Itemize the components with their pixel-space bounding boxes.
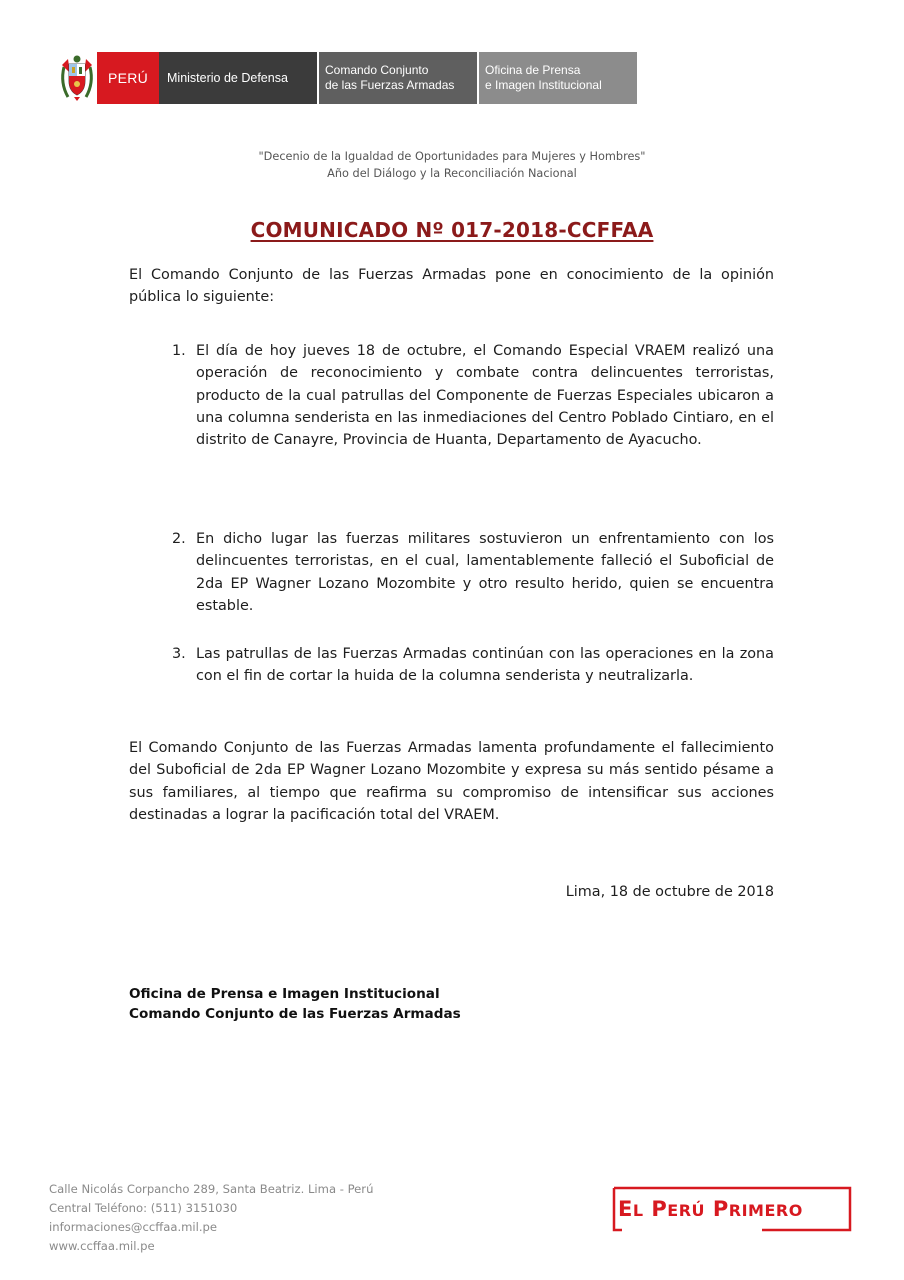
comando-conjunto-label: [319, 52, 477, 104]
logo-el-initial: E: [618, 1197, 633, 1221]
intro-paragraph: El Comando Conjunto de las Fuerzas Armadas pone en conocimiento de la opinión pública lo siguiente:: [129, 267, 774, 306]
list-item: [165, 528, 774, 617]
item-number: 1.: [172, 343, 186, 359]
oficina-line2: e Imagen Institucional: [485, 78, 602, 92]
comando-line2: de las Fuerzas Armadas: [325, 78, 455, 92]
signature-block: [129, 984, 461, 1024]
item-number: 2.: [172, 531, 186, 547]
list-item: [165, 340, 774, 451]
logo-primero-rest: RIMERO: [728, 1201, 803, 1220]
signature-line1: Oficina de Prensa e Imagen Institucional: [129, 986, 440, 1002]
logo-el-rest: L: [632, 1201, 644, 1220]
oficina-line1: Oficina de Prensa: [485, 63, 581, 77]
el-peru-primero-logo: [612, 1186, 852, 1232]
footer-phone: Central Teléfono: (511) 3151030: [49, 1201, 238, 1215]
comando-line1: Comando Conjunto: [325, 63, 429, 77]
item-number: 3.: [172, 646, 186, 662]
coat-of-arms-icon: [57, 52, 97, 104]
peru-label: PERÚ: [97, 52, 159, 104]
ministerio-defensa-label: [159, 52, 317, 104]
logo-peru-rest: ERÚ: [667, 1201, 706, 1220]
item-text: El día de hoy jueves 18 de octubre, el Comando Especial VRAEM realizó una operación de reconocimiento y combate contra delincuentes terroristas, producto de la cual patrullas del Componente de Fuerzas Especiales ubicaron a una columna senderista en las inmediaciones del Centro Poblado Cintiaro, en el distrito de Canayre, Provincia de Huanta, Departamento de Ayacucho.: [196, 343, 774, 449]
logo-peru-initial: P: [651, 1197, 668, 1221]
item-text: Las patrullas de las Fuerzas Armadas continúan con las operaciones en la zona con el fin de cortar la huida de la columna senderista y neutralizarla.: [196, 646, 774, 685]
list-item: [165, 643, 774, 688]
header-banner: [57, 52, 637, 104]
footer-address: Calle Nicolás Corpancho 289, Santa Beatriz. Lima - Perú: [49, 1182, 374, 1196]
footer-email: informaciones@ccffaa.mil.pe: [49, 1220, 218, 1234]
document-date: Lima, 18 de octubre de 2018: [565, 884, 774, 900]
numbered-item-1: [165, 340, 774, 451]
signature-line2: Comando Conjunto de las Fuerzas Armadas: [129, 1006, 461, 1022]
numbered-item-2: [165, 528, 774, 617]
footer-contact: [49, 1180, 373, 1256]
item-text: En dicho lugar las fuerzas militares sostuvieron un enfrentamiento con los delincuentes terroristas, en el cual, lamentablemente falleció el Suboficial de 2da EP Wagner Lozano Mozombite y otro resulto herido, quien se encuentra estable.: [196, 531, 774, 614]
oficina-prensa-label: [479, 52, 637, 104]
document-title: COMUNICADO Nº 017-2018-CCFFAA: [250, 218, 654, 242]
numbered-item-3: [165, 643, 774, 688]
decenio-line2: Año del Diálogo y la Reconciliación Nacional: [327, 167, 577, 180]
ministerio-text: Ministerio de Defensa: [167, 70, 288, 85]
closing-paragraph: El Comando Conjunto de las Fuerzas Armadas lamenta profundamente el fallecimiento del Suboficial de 2da EP Wagner Lozano Mozombite y expresa su más sentido pésame a sus familiares, al tiempo que reafirma su compromiso de intensificar sus acciones destinadas a lograr la pacificación total del VRAEM.: [129, 740, 774, 823]
decenio-line1: "Decenio de la Igualdad de Oportunidades para Mujeres y Hombres": [258, 150, 646, 163]
decenio-heading: [0, 148, 904, 182]
logo-text: [618, 1197, 803, 1221]
logo-primero-initial: P: [712, 1197, 729, 1221]
footer-web: www.ccffaa.mil.pe: [49, 1239, 155, 1253]
